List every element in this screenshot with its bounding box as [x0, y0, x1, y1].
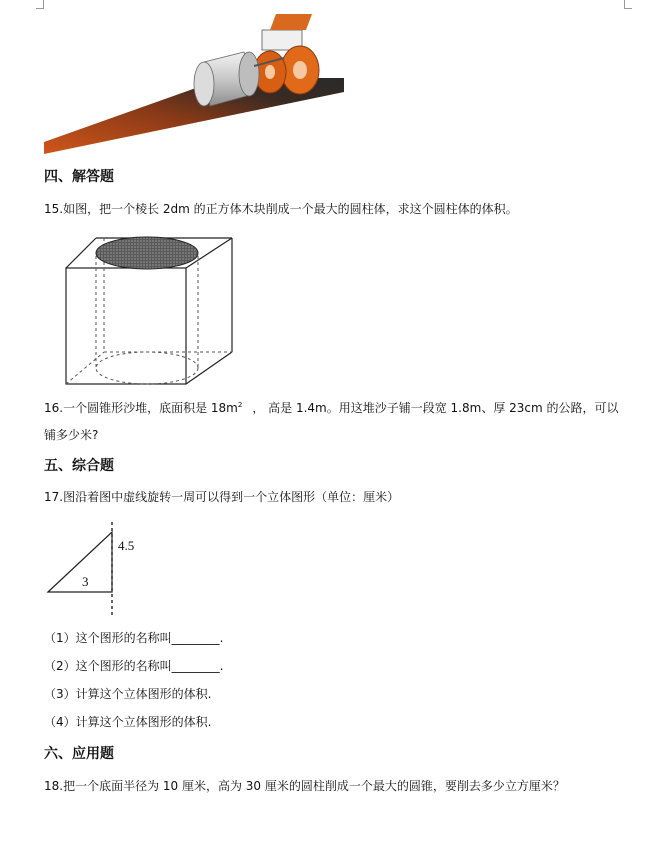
crop-mark-right — [624, 0, 625, 8]
question-16-part-1: 16.一个圆锥形沙堆，底面积是 18m — [44, 401, 238, 415]
question-18-text: 18.把一个底面半径为 10 厘米，高为 30 厘米的圆柱削成一个最大的圆锥，要削去多少立方厘米？ — [44, 779, 565, 793]
area-unit-superscript: 2 — [237, 401, 243, 409]
question-16-part-2: ， 高是 1.4m。用这堆沙子铺一段宽 1.8m、厚 23cm 的公路，可以 — [252, 401, 619, 415]
crop-mark-left — [43, 0, 44, 8]
section-heading-four: 四、解答题 — [44, 169, 114, 185]
question-17-sub-3: （3）计算这个立体图形的体积. — [44, 687, 212, 701]
question-17-sub-1: （1）这个图形的名称叫________. — [44, 631, 224, 645]
triangle-base-label: 3 — [82, 574, 89, 589]
triangle-height-label: 4.5 — [118, 538, 135, 553]
cube-cylinder-figure — [44, 234, 238, 388]
question-17-sub-4: （4）计算这个立体图形的体积. — [44, 715, 212, 729]
crop-mark-right-h — [624, 8, 632, 9]
question-16-line-1 — [44, 397, 619, 416]
question-16-line-2: 铺多少米? — [44, 428, 99, 442]
question-15-text: 15.如图，把一个棱长 2dm 的正方体木块削成一个最大的圆柱体，求这个圆柱体的体积。 — [44, 202, 518, 216]
crop-mark-left-h — [36, 8, 44, 9]
question-17-text: 17.图沿着图中虚线旋转一周可以得到一个立体图形（单位：厘米） — [44, 490, 400, 504]
section-heading-six: 六、应用题 — [44, 746, 114, 762]
question-17-sub-2: （2）这个图形的名称叫________. — [44, 659, 224, 673]
section-heading-five: 五、综合题 — [44, 458, 114, 474]
right-triangle-figure — [44, 522, 164, 618]
road-roller-illustration — [44, 14, 344, 156]
